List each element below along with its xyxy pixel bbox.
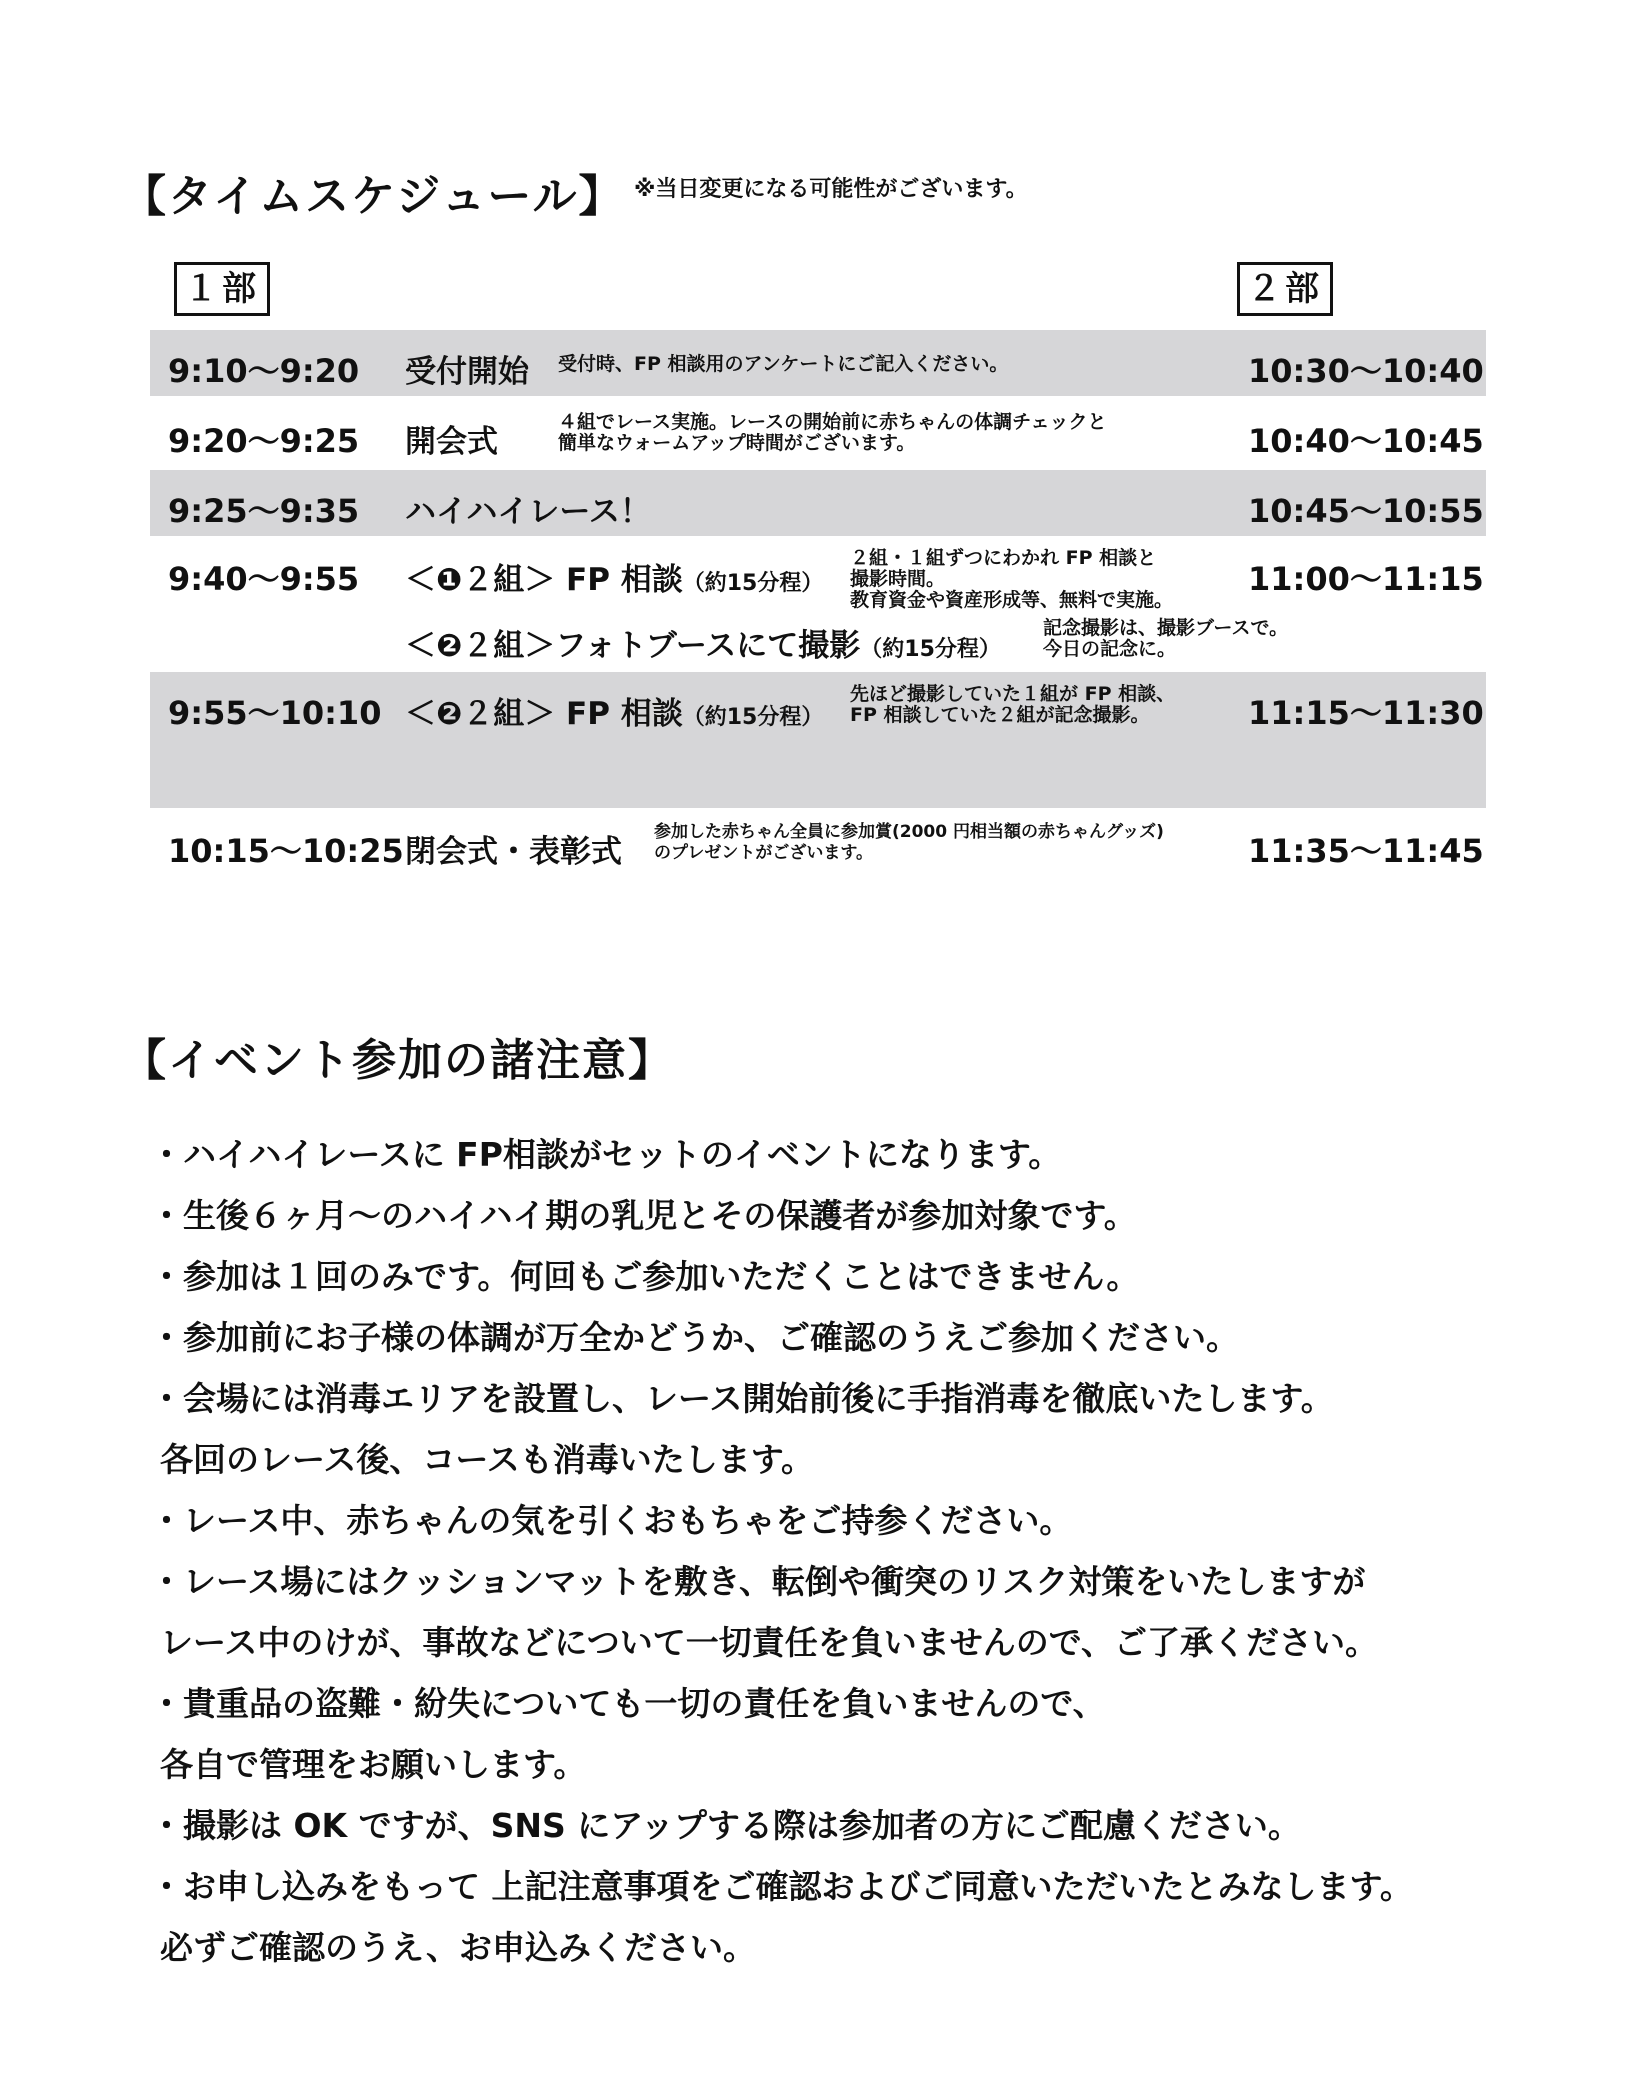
part2-time: 10:30〜10:40	[1248, 352, 1484, 390]
row-sub-desc: 記念撮影は、撮影ブースで。 今日の記念に。	[1043, 617, 1289, 660]
notice-item-continued: 各回のレース後、コースも消毒いたします。	[160, 1440, 815, 1479]
part2-badge: ２部	[1237, 262, 1333, 316]
row-label: 閉会式・表彰式	[405, 834, 622, 870]
row-sub-label: ＜❷２組＞フォトブースにて撮影（約15分程）	[405, 628, 1001, 664]
notice-item-continued: 各自で管理をお願いします。	[160, 1745, 587, 1784]
part1-time: 9:40〜9:55	[168, 560, 360, 598]
row-label: 開会式	[405, 424, 498, 460]
part2-time: 11:15〜11:30	[1248, 694, 1484, 732]
notice-item: ・会場には消毒エリアを設置し、レース開始前後に手指消毒を徹底いたします。	[150, 1379, 1334, 1418]
part2-time: 10:40〜10:45	[1248, 422, 1484, 460]
notice-item: ・レース場にはクッションマットを敷き、転倒や衝突のリスク対策をいたしますが	[150, 1562, 1366, 1601]
row-desc: ４組でレース実施。レースの開始前に赤ちゃんの体調チェックと 簡単なウォームアップ時間がございます。	[558, 411, 1107, 454]
notices-title: 【イベント参加の諸注意】	[122, 1035, 674, 1086]
part2-time: 11:00〜11:15	[1248, 560, 1484, 598]
schedule-title: 【タイムスケジュール】	[122, 171, 625, 222]
notices-list	[150, 1124, 1413, 1978]
notice-item: ・貴重品の盗難・紛失についても一切の責任を負いませんので、	[150, 1684, 1106, 1723]
row-desc: 受付時、FP 相談用のアンケートにご記入ください。	[558, 353, 1009, 375]
notice-item: ・生後６ヶ月〜のハイハイ期の乳児とその保護者が参加対象です。	[150, 1196, 1137, 1235]
notice-item: ・参加は１回のみです。何回もご参加いただくことはできません。	[150, 1257, 1140, 1296]
part2-time: 11:35〜11:45	[1248, 832, 1484, 870]
part1-time: 9:20〜9:25	[168, 422, 360, 460]
part1-time: 10:15〜10:25	[168, 832, 404, 870]
schedule-row	[150, 810, 1486, 876]
notice-item-continued: 必ずご確認のうえ、お申込みください。	[160, 1928, 756, 1967]
schedule-note: ※当日変更になる可能性がございます。	[634, 177, 1028, 202]
schedule-row	[150, 538, 1486, 668]
row-label: ＜❶２組＞ FP 相談（約15分程）	[405, 562, 824, 598]
row-label: ハイハイレース！	[405, 494, 651, 530]
row-desc: 先ほど撮影していた１組が FP 相談、 FP 相談していた２組が記念撮影。	[850, 683, 1176, 726]
row-desc: 参加した赤ちゃん全員に参加賞(2000 円相当額の赤ちゃんグッズ) のプレゼントがございます。	[654, 822, 1164, 863]
part1-badge: １部	[174, 262, 270, 316]
notice-item-continued: レース中のけが、事故などについて一切責任を負いませんので、ご了承ください。	[160, 1623, 1379, 1662]
schedule-row	[150, 330, 1486, 396]
part1-time: 9:25〜9:35	[168, 492, 360, 530]
notice-item: ・ハイハイレースに FP相談がセットのイベントになります。	[150, 1135, 1062, 1174]
row-desc: ２組・１組ずつにわかれ FP 相談と 撮影時間。 教育資金や資産形成等、無料で実施。	[850, 547, 1174, 611]
notice-item: ・お申し込みをもって 上記注意事項をご確認およびご同意いただいたとみなします。	[150, 1867, 1413, 1906]
notice-item: ・撮影は OK ですが、SNS にアップする際は参加者の方にご配慮ください。	[150, 1806, 1301, 1845]
part2-time: 10:45〜10:55	[1248, 492, 1484, 530]
row-label: ＜❷２組＞ FP 相談（約15分程）	[405, 696, 824, 732]
schedule-row	[150, 470, 1486, 536]
row-label: 受付開始	[405, 354, 529, 390]
schedule-row	[150, 400, 1486, 466]
notice-item: ・参加前にお子様の体調が万全かどうか、ご確認のうえご参加ください。	[150, 1318, 1239, 1357]
part1-time: 9:10〜9:20	[168, 352, 360, 390]
part1-time: 9:55〜10:10	[168, 694, 382, 732]
notice-item: ・レース中、赤ちゃんの気を引くおもちゃをご持参ください。	[150, 1501, 1073, 1540]
schedule-row	[150, 672, 1486, 808]
